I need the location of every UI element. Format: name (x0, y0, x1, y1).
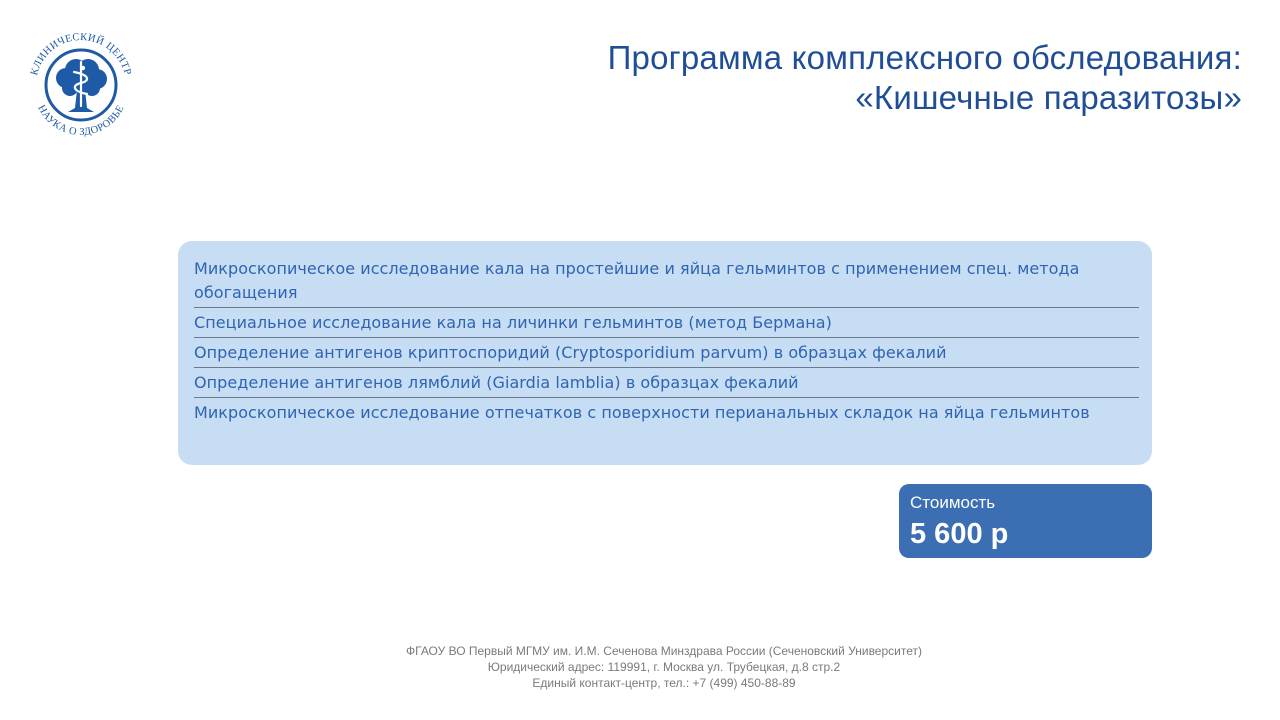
service-item: Специальное исследование кала на личинки гельминтов (метод Бермана) (194, 308, 1139, 338)
service-item: Определение антигенов лямблий (Giardia lamblia) в образцах фекалий (194, 368, 1139, 398)
footer-line-3: Единый контакт-центр, тел.: +7 (499) 450-88-89 (532, 676, 796, 690)
logo-bottom-text: НАУКА О ЗДОРОВЬЕ (35, 103, 127, 139)
price-value: 5 600 р (910, 518, 1009, 550)
logo-top-text: КЛИНИЧЕСКИЙ ЦЕНТР (29, 31, 133, 77)
title-line-1: Программа комплексного обследования: (607, 39, 1242, 76)
footer-line-2: Юридический адрес: 119991, г. Москва ул. Трубецкая, д.8 стр.2 (487, 660, 841, 674)
page-title (442, 38, 1242, 118)
price-box (899, 484, 1152, 558)
service-item: Микроскопическое исследование отпечатков с поверхности перианальных складок на яйца гельминтов (194, 403, 1090, 422)
services-list (178, 241, 1152, 465)
footer (0, 643, 1280, 691)
tree-caduceus-icon (24, 28, 138, 142)
service-item: Определение антигенов криптоспоридий (Cryptosporidium parvum) в образцах фекалий (194, 338, 1139, 368)
price-label: Стоимость (910, 493, 996, 512)
clinic-logo (24, 28, 138, 142)
title-line-2: «Кишечные паразитозы» (855, 79, 1242, 116)
footer-line-1: ФГАОУ ВО Первый МГМУ им. И.М. Сеченова Минздрава России (Сеченовский Университет) (406, 644, 922, 658)
service-item: Микроскопическое исследование кала на простейшие и яйца гельминтов с применением спец. метода обогащения (194, 257, 1139, 308)
